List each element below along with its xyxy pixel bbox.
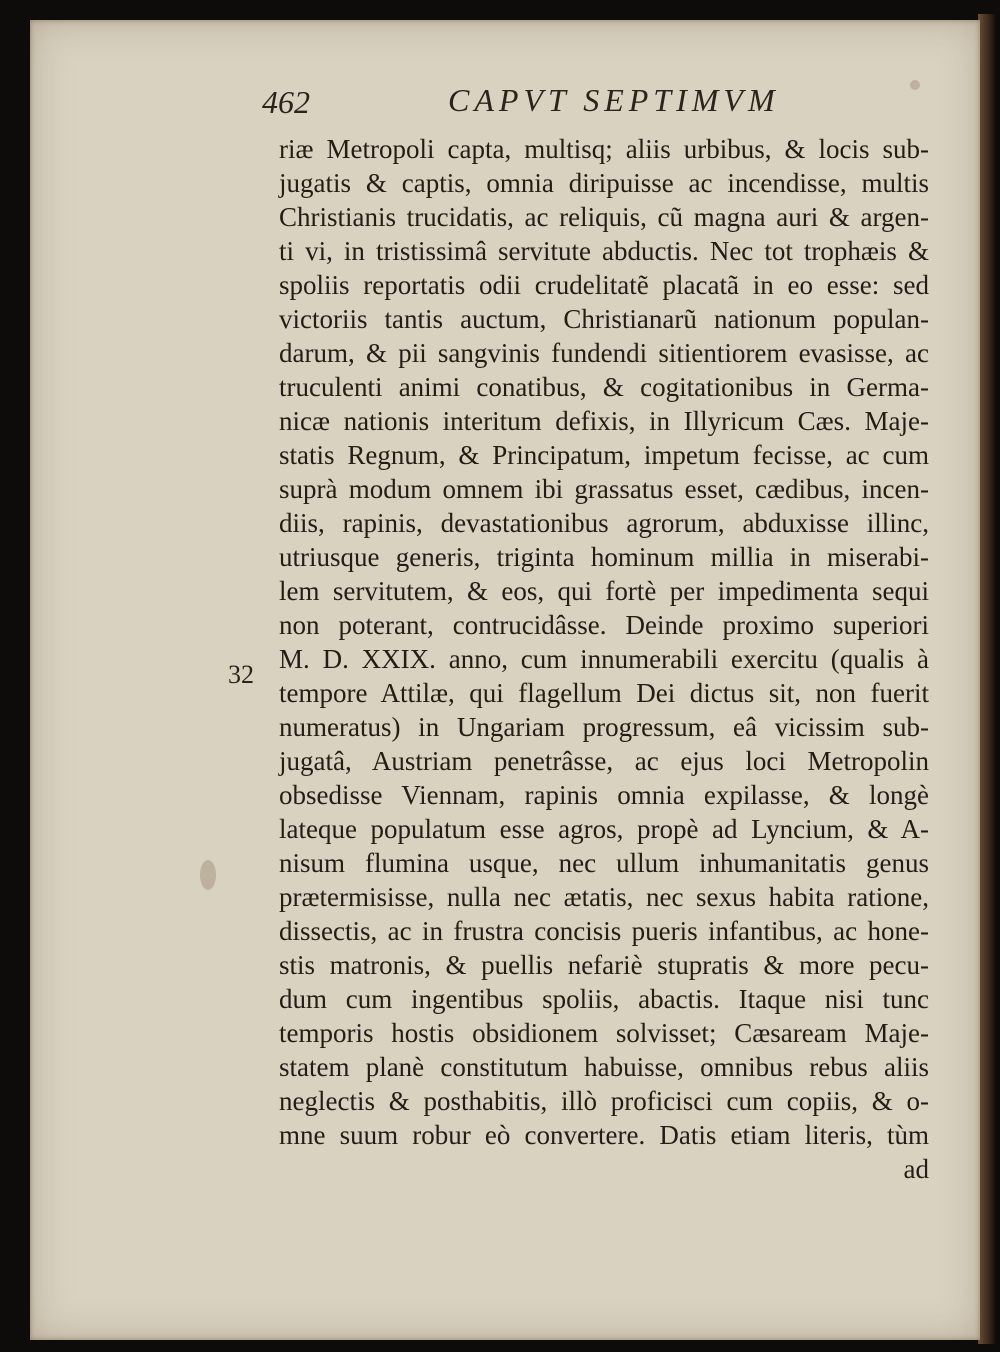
text-line: obsedisse Viennam, rapinis omnia expilasse, & longè [279, 780, 929, 810]
running-head [0, 0, 1000, 140]
text-line: utriusque generis, triginta hominum millia in miserabi- [279, 542, 929, 572]
text-line: spoliis reportatis odii crudelitatẽ placatã in eo esse: sed [279, 270, 929, 300]
text-line: statem planè constitutum habuisse, omnibus rebus aliis [279, 1052, 929, 1082]
text-line: M. D. XXIX. anno, cum innumerabili exercitu (qualis à [279, 644, 929, 674]
text-line: statis Regnum, & Principatum, impetum fecisse, ac cum [279, 440, 929, 470]
text-line: nicæ nationis interitum defixis, in Illyricum Cæs. Maje- [279, 406, 929, 436]
text-line: ti vi, in tristissimâ servitute abductis. Nec tot trophæis & [279, 236, 929, 266]
text-line: diis, rapinis, devastationibus agrorum, abduxisse illinc, [279, 508, 929, 538]
text-line: victoriis tantis auctum, Christianarũ nationum populan- [279, 304, 929, 334]
text-line: neglectis & posthabitis, illò proficisci cum copiis, & o- [279, 1086, 929, 1116]
book-spine-edge [978, 14, 996, 1344]
ink-stain [200, 860, 216, 890]
text-line: jugatis & captis, omnia diripuisse ac incendisse, multis [279, 168, 929, 198]
catchword: ad [903, 1154, 929, 1184]
text-line: mne suum robur eò convertere. Datis etiam literis, tùm [279, 1120, 929, 1150]
text-line: Christianis trucidatis, ac reliquis, cũ magna auri & argen- [279, 202, 929, 232]
text-line: temporis hostis obsidionem solvisset; Cæsaream Maje- [279, 1018, 929, 1048]
text-line: lem servitutem, & eos, qui fortè per impedimenta sequi [279, 576, 929, 606]
text-line: tempore Attilæ, qui flagellum Dei dictus sit, non fuerit [279, 678, 929, 708]
text-line: stis matronis, & puellis nefariè stupratis & more pecu- [279, 950, 929, 980]
page-number: 462 [262, 84, 310, 120]
running-title: CAPVT SEPTIMVM [448, 82, 780, 118]
text-line: suprà modum omnem ibi grassatus esset, cædibus, incen- [279, 474, 929, 504]
body-text [279, 132, 929, 1186]
text-line: jugatâ, Austriam penetrâsse, ac ejus loci Metropolin [279, 746, 929, 776]
text-line: darum, & pii sangvinis fundendi sitientiorem evasisse, ac [279, 338, 929, 368]
text-line: lateque populatum esse agros, propè ad Lyncium, & A- [279, 814, 929, 844]
text-line: dum cum ingentibus spoliis, abactis. Itaque nisi tunc [279, 984, 929, 1014]
text-line: truculenti animi conatibus, & cogitationibus in Germa- [279, 372, 929, 402]
text-line: dissectis, ac in frustra concisis pueris infantibus, ac hone- [279, 916, 929, 946]
text-line: non poterant, contrucidâsse. Deinde proximo superiori [279, 610, 929, 640]
margin-note: 32 [228, 660, 254, 689]
text-line: prætermisisse, nulla nec ætatis, nec sexus habita ratione, [279, 882, 929, 912]
text-line: riæ Metropoli capta, multisq; aliis urbibus, & locis sub- [279, 134, 929, 164]
text-line: numeratus) in Ungariam progressum, eâ vicissim sub- [279, 712, 929, 742]
text-line: nisum flumina usque, nec ullum inhumanitatis genus [279, 848, 929, 878]
